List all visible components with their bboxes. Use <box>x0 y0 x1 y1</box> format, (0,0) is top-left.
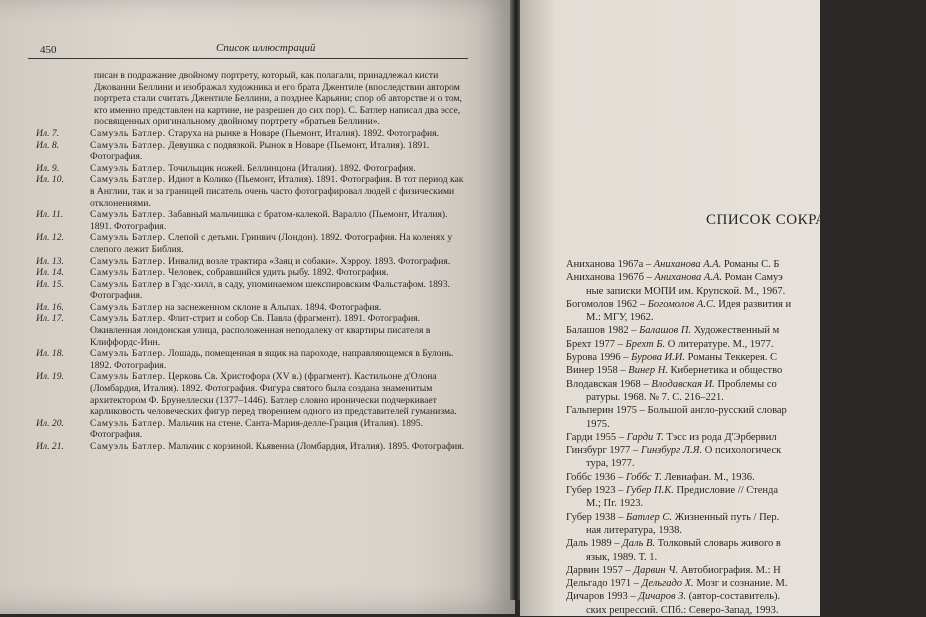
abbreviation-author: Балашов П. <box>639 325 692 337</box>
abbreviation-entry <box>566 590 926 617</box>
illustration-entry <box>36 302 466 314</box>
abbreviation-source: Автобиография. М.: Н <box>680 564 781 576</box>
abbreviation-source: Жизненный путь / Пер. <box>674 511 780 523</box>
entry-text: в Гэдс-хилл, в саду, упоминаемом шекспировским Фальстафом. 1893. Фотография. <box>90 278 450 302</box>
illustration-entry <box>36 267 466 279</box>
abbreviation-key: Дарвин 1957 – <box>566 564 631 576</box>
entry-label: Ил. 17. <box>36 313 64 325</box>
entry-author: Самуэль Батлер. <box>90 174 166 186</box>
abbreviation-key: Гоббс 1936 – <box>566 471 624 483</box>
abbreviation-key: Гинзбург 1977 – <box>566 445 639 457</box>
entry-label: Ил. 13. <box>36 255 64 267</box>
abbreviation-entry <box>566 271 926 298</box>
abbreviation-key: Влодавская 1968 – <box>566 378 649 390</box>
abbreviation-entry <box>566 404 926 431</box>
entry-label: Ил. 19. <box>36 371 64 383</box>
abbreviation-key: Аниханова 1967а – <box>566 259 652 270</box>
illustration-entry <box>36 279 466 302</box>
illustration-entry <box>36 371 466 417</box>
entries-container <box>36 128 466 453</box>
abbreviation-key: Винер 1958 – <box>566 365 626 377</box>
entry-label: Ил. 8. <box>36 139 60 151</box>
abbreviation-continuation: ные записки МОПИ им. Крупской. М., 1967. <box>586 285 786 297</box>
illustration-entry <box>36 256 466 268</box>
entry-body <box>82 267 466 279</box>
abbreviation-author: Батлер С. <box>626 511 673 523</box>
entry-author: Самуэль Батлер. <box>90 209 166 221</box>
abbreviation-continuation: ратуры. 1968. № 7. С. 216–221. <box>586 391 724 403</box>
abbreviation-source: Левиафан. М., 1936. <box>664 471 755 483</box>
abbreviation-entry <box>566 364 926 377</box>
entry-label: Ил. 16. <box>36 301 64 313</box>
abbreviation-key: Даль 1989 – <box>566 538 620 550</box>
abbreviation-continuation: ная литература, 1938. <box>586 524 682 536</box>
abbreviation-key: Балашов 1982 – <box>566 325 637 337</box>
abbreviation-entry <box>566 338 926 351</box>
entry-author: Самуэль Батлер <box>90 278 163 290</box>
illustration-entry <box>36 441 466 453</box>
abbreviation-author: Гарди Т. <box>626 431 664 443</box>
entry-body <box>82 232 466 255</box>
entry-text: Флит-стрит и собор Св. Павла (фрагмент). 1891. Фотография. Оживленная лондонская улица, расположенная неподалеку от квартиры писателя в Клиффордс-Инн. <box>90 313 431 348</box>
abbreviation-key: Гальперин 1975 – <box>566 405 645 417</box>
abbreviation-entry <box>566 537 926 564</box>
abbreviation-source: Романы Теккерея. С <box>687 352 778 364</box>
entry-author: Самуэль Батлер. <box>90 255 166 267</box>
abbreviation-source: Толковый словарь живого в <box>657 538 781 550</box>
abbreviation-author: Аниханова А.А. <box>653 259 722 270</box>
entry-author: Самуэль Батлер. <box>90 162 166 174</box>
entry-text: Человек, собравшийся удить рыбу. 1892. Фотография. <box>168 267 389 279</box>
entry-label: Ил. 10. <box>36 174 64 186</box>
entry-author: Самуэль Батлер. <box>90 417 166 429</box>
illustration-entry <box>36 313 466 348</box>
entry-label: Ил. 15. <box>36 278 64 290</box>
entry-body <box>82 128 466 140</box>
entry-label: Ил. 9. <box>36 162 60 174</box>
entry-author: Самуэль Батлер. <box>90 232 166 244</box>
entry-body <box>82 174 466 209</box>
abbreviation-entry <box>566 431 926 444</box>
illustrations-list <box>36 70 466 453</box>
illustration-entry <box>36 163 466 175</box>
illustration-entry <box>36 209 466 232</box>
entry-author: Самуэль Батлер. <box>90 267 166 279</box>
abbreviation-key: Губер 1923 – <box>566 485 624 497</box>
abbreviation-source: Мозг и сознание. М. <box>696 578 788 590</box>
entry-body <box>82 209 466 232</box>
entry-label: Ил. 11. <box>36 209 64 221</box>
right-page <box>520 0 827 616</box>
abbreviation-author: Богомолов А.С. <box>647 298 716 310</box>
entry-body <box>82 348 466 371</box>
abbreviation-entry <box>566 444 926 471</box>
abbreviation-author: Бурова И.И. <box>631 352 685 364</box>
continuation-paragraph: писан в подражание двойному портрету, который, как полагали, принадлежал кисти Джованни Беллини и изображал художника и его брата Джентиле (впоследствии автором портрета стали считать Джентиле Беллини, а позднее Карьяни; спор об авторстве и о том, кто именно представлен на картине, не разрешен до сих пор). С. Батлер написал два эссе, посвященных оригинальному двойному портрету «братьев Беллини». <box>94 70 462 128</box>
entry-label: Ил. 21. <box>36 441 64 452</box>
abbreviation-key: Губер 1938 – <box>566 511 624 523</box>
illustration-entry <box>36 232 466 255</box>
entry-text: Слепой с детьми. Гринвич (Лондон). 1892. Фотография. На коленях у слепого лежит Библия. <box>90 232 453 255</box>
entry-body <box>82 302 466 314</box>
entry-text: Мальчик с корзиной. Кьявенна (Ломбардия, Италия). 1895. Фотография. <box>168 441 464 452</box>
abbreviation-author: Влодавская И. <box>651 378 715 390</box>
entry-text: Мальчик на стене. Санта-Мария-делле-Грация (Италия). 1895. Фотография. <box>90 417 423 441</box>
abbreviation-source: Проблемы со <box>717 378 777 390</box>
entry-body <box>82 256 466 268</box>
abbreviation-key: Богомолов 1962 – <box>566 298 646 310</box>
entry-text: Старуха на рынке в Новаре (Пьемонт, Италия). 1892. Фотография. <box>168 127 439 139</box>
abbreviation-entry <box>566 564 926 577</box>
running-head-title: Список иллюстраций <box>216 42 316 54</box>
abbreviation-author: Гоббс Т. <box>625 471 662 483</box>
page-number: 450 <box>40 44 57 56</box>
abbreviation-entry <box>566 378 926 405</box>
abbreviation-author: Винер Н. <box>628 365 668 377</box>
abbreviation-entry <box>566 324 926 337</box>
abbreviation-key: Аниханова 1967б – <box>566 272 652 284</box>
entry-label: Ил. 18. <box>36 348 64 360</box>
abbreviation-key: Гарди 1955 – <box>566 431 625 443</box>
abbreviations-list <box>566 258 926 617</box>
entry-body <box>82 418 466 441</box>
entry-label: Ил. 12. <box>36 232 64 244</box>
entry-body <box>82 140 466 163</box>
entry-text: Лошадь, помещенная в ящик на пароходе, направляющемся в Булонь. 1892. Фотография. <box>90 348 454 371</box>
abbreviation-entry <box>566 577 926 590</box>
abbreviation-source: (автор-составитель). <box>688 591 781 603</box>
abbreviation-source: Предисловие // Стенда <box>676 485 778 497</box>
abbreviation-entry <box>566 258 926 271</box>
entry-body <box>82 313 466 348</box>
abbreviation-entry <box>566 511 926 538</box>
abbreviation-key: Дельгадо 1971 – <box>566 578 640 590</box>
abbreviations-title: СПИСОК СОКРА <box>706 212 827 228</box>
entry-text: Идиот в Колико (Пьемонт, Италия). 1891. Фотография. В тот период как в Англии, так и за границей писатель очень часто фотографировал людей с физическими отклонениями. <box>90 174 464 209</box>
abbreviation-source: О психологическ <box>704 445 782 457</box>
abbreviation-author: Брехт Б. <box>625 338 666 350</box>
abbreviation-entry <box>566 471 926 484</box>
abbreviation-entry <box>566 484 926 511</box>
abbreviation-source: Художественный м <box>693 325 780 337</box>
entry-body <box>82 279 466 302</box>
entry-author: Самуэль Батлер. <box>90 441 166 452</box>
abbreviation-entry <box>566 351 926 364</box>
running-head <box>28 44 468 59</box>
entry-text: Забавный мальчишка с братом-калекой. Варалло (Пьемонт, Италия). 1891. Фотография. <box>90 209 448 232</box>
illustration-entry <box>36 128 466 140</box>
abbreviation-continuation: тура, 1977. <box>586 458 635 470</box>
abbreviation-continuation: ских репрессий. СПб.: Северо-Запад, 1993. <box>586 604 779 616</box>
entry-text: Точильщик ножей. Беллинцона (Италия). 1892. Фотография. <box>168 162 416 174</box>
entry-author: Самуэль Батлер. <box>90 348 166 360</box>
abbreviation-source: Роман Самуэ <box>724 272 783 284</box>
abbreviation-key: Бурова 1996 – <box>566 352 629 364</box>
illustration-entry <box>36 140 466 163</box>
abbreviation-author: Дельгадо Х. <box>641 578 694 590</box>
abbreviation-source: О литературе. М., 1977. <box>667 338 774 350</box>
entry-label: Ил. 14. <box>36 267 64 279</box>
entry-author: Самуэль Батлер. <box>90 371 166 383</box>
illustration-entry <box>36 348 466 371</box>
entry-author: Самуэль Батлер. <box>90 313 166 325</box>
abbreviation-key: Дичаров 1993 – <box>566 591 636 603</box>
abbreviation-source: Идея развития и <box>718 298 792 310</box>
abbreviation-author: Дичаров З. <box>638 591 687 603</box>
abbreviation-continuation: 1975. <box>586 418 610 430</box>
abbreviation-author: Губер П.К. <box>626 485 674 497</box>
abbreviation-author: Дарвин Ч. <box>633 564 679 576</box>
entry-author: Самуэль Батлер. <box>90 139 166 151</box>
abbreviation-source: Кибернетика и общество <box>670 365 783 377</box>
illustration-entry <box>36 174 466 209</box>
abbreviation-continuation: М.: МГУ, 1962. <box>586 312 654 324</box>
illustration-entry <box>36 418 466 441</box>
entry-label: Ил. 7. <box>36 127 60 139</box>
abbreviation-entry <box>566 298 926 325</box>
entry-body <box>82 371 466 417</box>
entry-label: Ил. 20. <box>36 417 64 429</box>
entry-text: Инвалид возле трактира «Заяц и собаки». Хэрроу. 1893. Фотография. <box>168 255 451 267</box>
abbreviation-continuation: М.; Пг. 1923. <box>586 498 644 510</box>
entry-author: Самуэль Батлер <box>90 301 163 313</box>
entry-text: Церковь Св. Христофора (XV в.) (фрагмент). Кастильоне д'Олона (Ломбардия, Италия). 1892. Фотография. Фигура святого была создана знаменитым архитектором Ф. Брунеллески (1377–1446). Батлер словно иронически подчеркивает карликовость человеческих фигур перед творением одного из представителей гуманизма. <box>90 371 457 418</box>
entry-body <box>82 163 466 175</box>
abbreviation-key: Брехт 1977 – <box>566 338 623 350</box>
abbreviation-source: Романы С. Б <box>723 259 780 270</box>
abbreviation-author: Гинзбург Л.Я. <box>640 445 703 457</box>
entry-body <box>82 441 466 453</box>
abbreviation-author: Аниханова А.А. <box>654 272 722 284</box>
abbreviation-source: Большой англо-русский словар <box>647 405 787 417</box>
entry-text: на заснеженном склоне в Альпах. 1894. Фотография. <box>165 301 382 313</box>
abbreviation-source: Тэсс из рода Д'Эрбервил <box>666 431 777 443</box>
abbreviation-continuation: язык, 1989. Т. 1. <box>586 551 658 563</box>
entry-author: Самуэль Батлер. <box>90 127 166 139</box>
abbreviation-author: Даль В. <box>622 538 656 550</box>
entry-text: Девушка с подвязкой. Рынок в Новаре (Пьемонт, Италия). 1891. Фотография. <box>90 139 430 163</box>
